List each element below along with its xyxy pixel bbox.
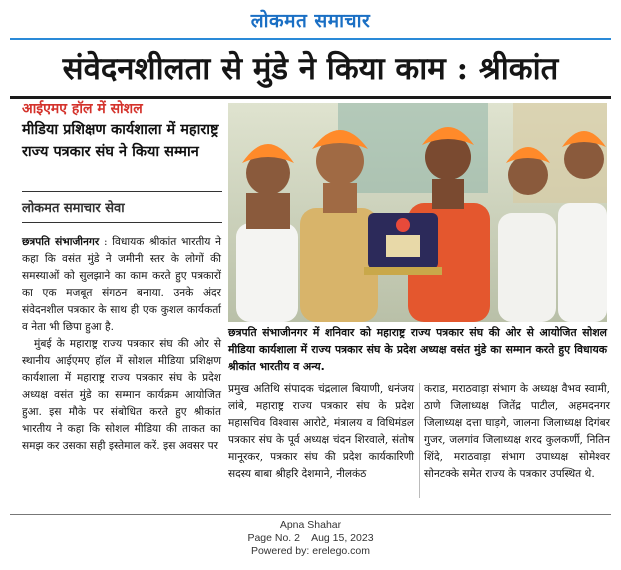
masthead-title: लोकमत समाचार xyxy=(250,10,371,32)
masthead-rule xyxy=(10,38,611,40)
dateline: छत्रपति संभाजीनगर xyxy=(22,236,100,248)
subhead: मीडिया प्रशिक्षण कार्यशाला में महाराष्ट्र राज्य पत्रकार संघ ने किया सम्मान xyxy=(22,122,219,160)
column-divider xyxy=(419,383,420,498)
masthead xyxy=(0,0,621,42)
felicitation-photo xyxy=(228,103,607,322)
article-column-1 xyxy=(22,234,221,455)
footer-powered[interactable]: Powered by: erelego.com xyxy=(250,545,371,557)
byline: लोकमत समाचार सेवा xyxy=(22,201,125,216)
article-column-3: कराड, मराठवाड़ा संभाग के अध्यक्ष वैभव स्वामी, ठाणे जिलाध्यक्ष जितेंद्र पाटील, अहमदनगर जिलाध्यक्ष दत्ता घाड़गे, जालना जिलाध्यक्ष दिगंबर गुजर, जलगांव जिलाध्यक्ष शरद कुलकर्णी, नितिन शिंदे, मराठवाड़ा संभाग उपाध्यक्ष सोमेश्वर सोनटक्के समेत राज्य के पत्रकार उपस्थित थे. xyxy=(424,383,610,480)
footer xyxy=(0,519,621,558)
kicker: आईएमए हॉल में सोशल xyxy=(22,101,143,117)
article-paragraph-1-text: : विधायक श्रीकांत भारतीय ने कहा कि वसंत मुंडे ने जमीनी स्तर के लोगों की समस्याओं को सुलझाने का काम करते हुए पत्रकारों का एक मजबूत संगठन बनाया. उनके अंदर संवेदनशील पत्रकार के साथ ही एक कुशल कार्यकर्ता व नेता भी छिपा हुआ है. xyxy=(22,236,221,333)
news-photo xyxy=(228,103,607,322)
footer-rule xyxy=(10,514,611,515)
article-column-2: प्रमुख अतिथि संपादक चंद्रलाल बियाणी, धनंजय लांबे, महाराष्ट्र राज्य पत्रकार संघ के प्रदेश महासचिव विश्वास आरोटे, मंत्रालय व विधिमंडल पत्रकार संघ के पूर्व अध्यक्ष चंदन शिरवाले, संतोष मानूरकर, पत्रकार संघ की प्रदेश कार्यकारिणी सदस्य बाबा श्रीहरि देशमाने, नीलकंठ xyxy=(228,383,414,480)
person-right xyxy=(558,131,607,322)
footer-edition: Apna Shahar xyxy=(279,519,342,531)
memento-plaque xyxy=(364,213,442,275)
byline-rule-bottom xyxy=(22,222,222,223)
photo-caption: छत्रपति संभाजीनगर में शनिवार को महाराष्ट्र राज्य पत्रकार संघ की ओर से आयोजित सोशल मीडिया कार्यशाला में राज्य पत्रकार संघ के प्रदेश अध्यक्ष वसंत मुंडे का सम्मान करते हुए विधायक श्रीकांत भारतीय व अन्य. xyxy=(228,326,607,373)
byline-rule xyxy=(22,191,222,192)
headline: संवेदनशीलता से मुंडे ने किया काम : श्रीकांत xyxy=(62,51,559,87)
article-paragraph-2: मुंबई के महाराष्ट्र राज्य पत्रकार संघ की ओर से स्थानीय आईएमए हॉल में सोशल मीडिया प्रशिक्षण कार्यशाला में महाराष्ट्र राज्य पत्रकार संघ के प्रदेश अध्यक्ष वसंत मुंडे का सम्मान कार्यक्रम आयोजित हुआ. इस मौके पर संबोधित करते हुए श्रीकांत भारतीय ने कहा कि सोशल मीडिया की ताकत का समझ कर उसका सही इस्तेमाल करें. इस अवसर पर xyxy=(22,338,221,452)
article-paragraph-1 xyxy=(22,234,221,336)
footer-page-date: Page No. 2 Aug 15, 2023 xyxy=(247,532,374,544)
